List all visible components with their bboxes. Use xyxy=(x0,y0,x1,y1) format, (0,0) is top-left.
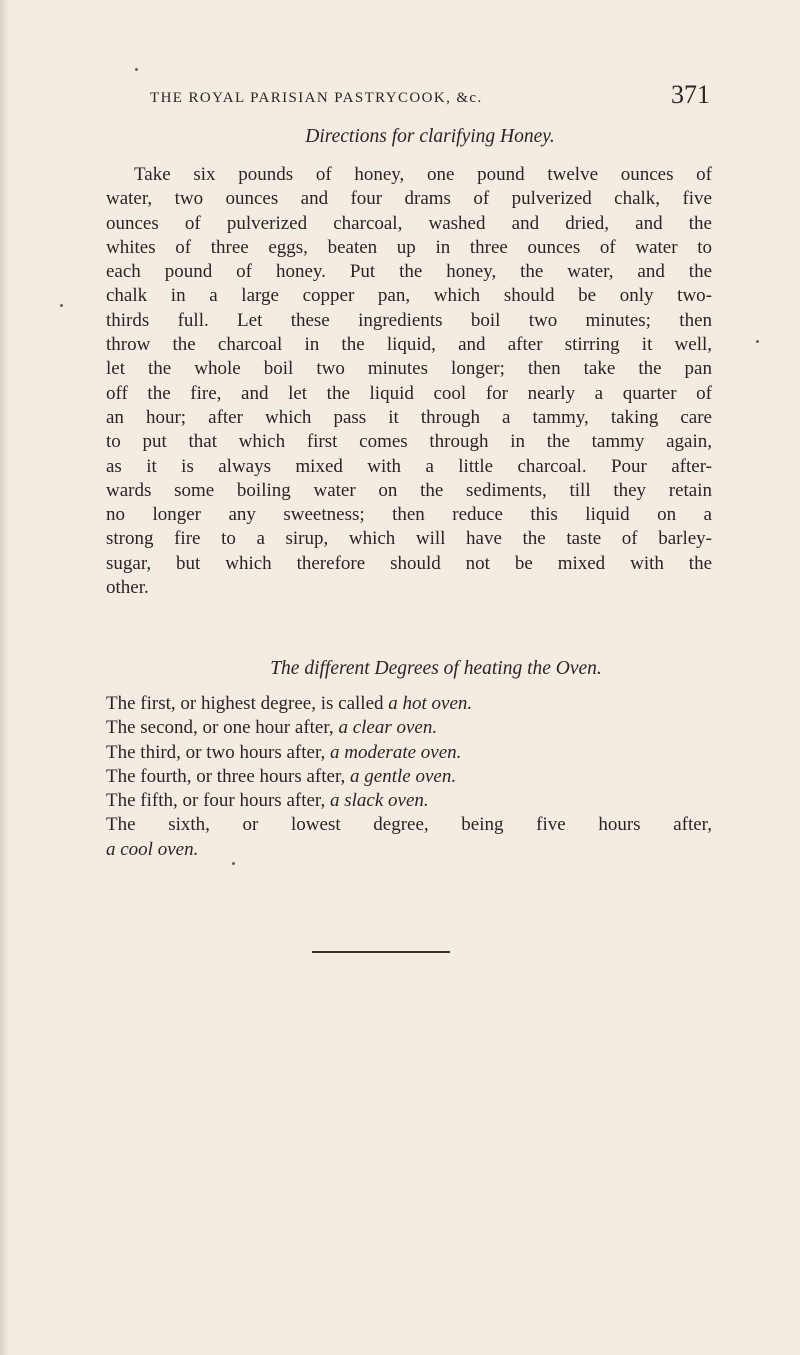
oven-degrees-list xyxy=(106,692,712,862)
paragraph-clarifying-honey xyxy=(106,163,712,600)
oven-degree-text: The first, or highest degree, is called xyxy=(106,693,389,714)
oven-degree-item: The sixth, or lowest degree, being five hours after, xyxy=(106,814,712,836)
text-line: sugar, but which therefore should not be mixed with the xyxy=(106,552,712,574)
text-line: off the fire, and let the liquid cool for nearly a quarter of xyxy=(106,382,712,404)
end-rule xyxy=(312,951,450,953)
oven-degree-text: The third, or two hours after, xyxy=(106,741,331,763)
text-line: whites of three eggs, beaten up in three ounces of water to xyxy=(106,236,712,258)
text-line: other. xyxy=(106,577,149,599)
oven-degree-item xyxy=(106,741,712,765)
oven-degree-text: The second, or one hour after, xyxy=(106,717,339,739)
paper-speck xyxy=(60,304,63,307)
oven-name: a gentle oven. xyxy=(350,765,457,787)
text-line: strong fire to a sirup, which will have the taste of barley- xyxy=(106,528,712,550)
text-line: throw the charcoal in the liquid, and after stirring it well, xyxy=(106,334,712,356)
oven-name: a clear oven. xyxy=(338,717,438,739)
oven-name: a cool oven. xyxy=(106,838,199,860)
text-line: ounces of pulverized charcoal, washed and dried, and the xyxy=(106,212,712,234)
text-line: Take six pounds of honey, one pound twelve ounces of xyxy=(134,164,712,185)
oven-degree-item xyxy=(106,789,712,813)
running-title: THE ROYAL PARISIAN PASTRYCOOK, &c. xyxy=(150,90,483,106)
oven-degree-text: The fourth, or three hours after, xyxy=(106,765,351,787)
oven-degree-text: The fifth, or four hours after, xyxy=(106,790,330,812)
oven-degree-item xyxy=(106,765,712,789)
text-line: as it is always mixed with a little charcoal. Pour after- xyxy=(106,455,712,477)
oven-degree-item-continued xyxy=(106,838,712,862)
oven-degree-item xyxy=(106,692,712,716)
text-line: no longer any sweetness; then reduce this liquid on a xyxy=(106,504,712,526)
running-head xyxy=(150,80,710,114)
text-line: chalk in a large copper pan, which should be only two- xyxy=(106,285,712,307)
text-line: let the whole boil two minutes longer; then take the pan xyxy=(106,358,712,380)
oven-name: a moderate oven. xyxy=(330,741,462,763)
text-line: wards some boiling water on the sediments, till they retain xyxy=(106,479,712,501)
oven-name: a hot oven. xyxy=(388,693,473,714)
section-heading-clarifying-honey: Directions for clarifying Honey. xyxy=(305,126,555,147)
paper-speck xyxy=(756,340,759,343)
text-line: an hour; after which pass it through a tammy, taking care xyxy=(106,406,712,428)
text-line: to put that which first comes through in the tammy again, xyxy=(106,431,712,453)
paper-speck xyxy=(135,68,138,71)
page-number: 371 xyxy=(671,80,710,109)
text-line: thirds full. Let these ingredients boil two minutes; then xyxy=(106,309,712,331)
oven-name: a slack oven. xyxy=(330,790,429,812)
paper-speck xyxy=(232,862,235,865)
text-line: each pound of honey. Put the honey, the water, and the xyxy=(106,261,712,283)
text-line: water, two ounces and four drams of pulverized chalk, five xyxy=(106,188,712,210)
oven-degree-item xyxy=(106,716,712,740)
section-heading-oven-degrees: The different Degrees of heating the Oven. xyxy=(270,658,602,679)
